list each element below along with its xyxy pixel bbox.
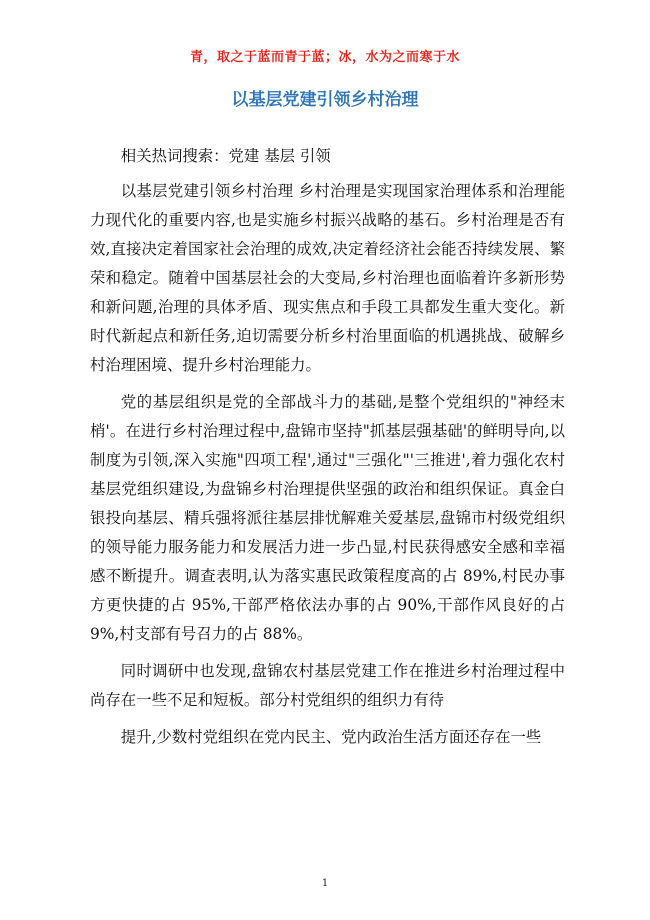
keywords-line: 相关热词搜索：党建 基层 引领 bbox=[120, 147, 331, 165]
header-motto: 青，取之于蓝而青于蓝；冰，水为之而寒于水 bbox=[189, 50, 460, 65]
paragraph-intro: 以基层党建引领乡村治理 乡村治理是实现国家治理体系和治理能力现代化的重要内容,也是实施乡村振兴战略的基石。乡村治理是否有效,直接决定着国家社会治理的成效,决定着经济社会能否持续发展、繁荣和稳定。随着中国基层社会的大变局,乡村治理也面临着许多新形势和新问题,治理的具体矛盾、现实焦点和手段工具都发生重大变化。新时代新起点和新任务,迫切需要分析乡村治里面临的机遇挑战、破解乡村治理困境、提升乡村治理能力。 bbox=[90, 182, 565, 374]
paragraph-continuation: 提升,少数村党组织在党内民主、党内政治生活方面还存在一些 bbox=[120, 728, 542, 746]
paragraph-shortcomings: 同时调研中也发现,盘锦农村基层党建工作在推进乡村治理过程中尚存在一些不足和短板。部分村党组织的组织力有待 bbox=[90, 662, 565, 709]
document-title: 以基层党建引领乡村治理 bbox=[231, 90, 419, 110]
document-body bbox=[90, 142, 565, 760]
page-number: 1 bbox=[321, 878, 329, 889]
paragraph-panjin: 党的基层组织是党的全部战斗力的基础,是整个党组织的"神经末梢'。在进行乡村治理过程中,盘锦市坚持"抓基层强基础'的鲜明导向,以制度为引领,深入实施"四项工程',通过"三强化"'三推进',着力强化农村基层党组织建设,为盘锦乡村治理提供坚强的政治和组织保证。真金白银投向基层、精兵强将派往基层排忧解难关爱基层,盘锦市村级党组织的领导能力服务能力和发展活力进一步凸显,村民获得感安全感和幸福感不断提升。调查表明,认为落实惠民政策程度高的占 89%,村民办事方更快捷的占 95%,干部严格依法办事的占 90%,干部作风良好的占 9%,村支部有号召力的占 88%。 bbox=[90, 393, 565, 643]
